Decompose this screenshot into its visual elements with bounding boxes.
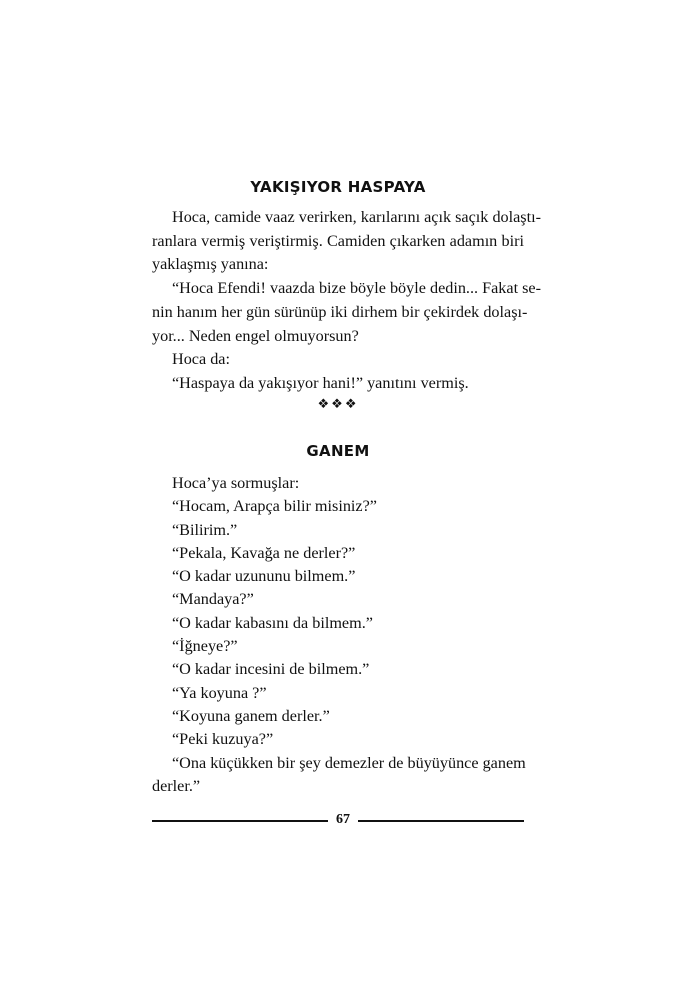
story-line: “O kadar incesini de bilmem.” (172, 660, 370, 679)
story-line: “O kadar kabasını da bilmem.” (172, 613, 373, 632)
story-title-ganem: GANEM (306, 442, 370, 460)
story-line: yaklaşmış yanına: (152, 255, 269, 274)
story-line: “Koyuna ganem derler.” (172, 706, 330, 725)
story-line: “Mandaya?” (172, 590, 254, 609)
story-line: “Peki kuzuya?” (172, 730, 274, 749)
footer-rule-right (358, 820, 524, 822)
story-line: “Haspaya da yakışıyor hani!” yanıtını vermiş. (172, 373, 469, 392)
story-line: Hoca’ya sormuşlar: (172, 474, 300, 492)
story-body-yakisiyor-haspaya (152, 206, 542, 396)
story-line: ranlara vermiş veriştirmiş. Camiden çıkarken adamın biri (152, 231, 524, 250)
story-line: nin hanım her gün sürünüp iki dirhem bir çekirdek dolaşı- (152, 302, 528, 321)
story-line: “O kadar uzununu bilmem.” (172, 567, 356, 586)
story-line: “Hoca Efendi! vaazda bize böyle böyle dedin... Fakat se- (172, 279, 542, 298)
story-line: “Pekala, Kavağa ne derler?” (172, 543, 356, 562)
section-separator-ornament: ❖❖❖ (317, 396, 359, 411)
footer-rule-left (152, 820, 328, 822)
page-number: 67 (336, 812, 350, 827)
story-line: derler.” (152, 776, 201, 795)
story-line: yor... Neden engel olmuyorsun? (152, 326, 359, 345)
story-line: “Hocam, Arapça bilir misiniz?” (172, 497, 377, 516)
story-line: “Ona küçükken bir şey demezler de büyüyünce ganem (172, 753, 526, 772)
story-title-yakisiyor-haspaya: YAKIŞIYOR HASPAYA (250, 178, 426, 196)
story-line: Hoca, camide vaaz verirken, karılarını açık saçık dolaştı- (172, 208, 541, 226)
story-line: Hoca da: (172, 350, 230, 369)
story-line: “İğneye?” (172, 637, 238, 656)
story-line: “Bilirim.” (172, 520, 238, 539)
story-line: “Ya koyuna ?” (172, 683, 267, 702)
story-body-ganem (152, 472, 524, 798)
